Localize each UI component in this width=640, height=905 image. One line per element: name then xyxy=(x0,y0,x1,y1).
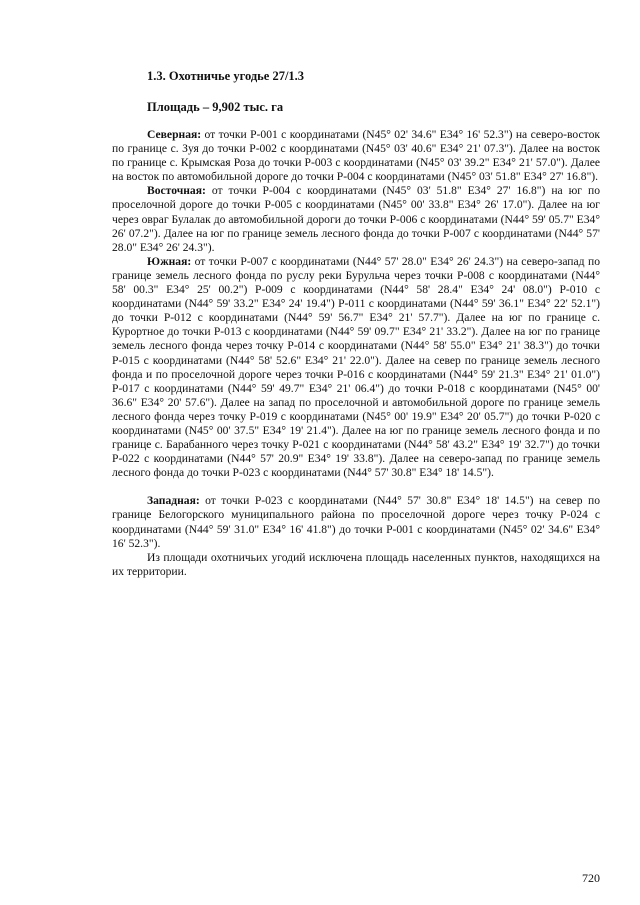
area-heading: Площадь – 9,902 тыс. га xyxy=(147,100,284,114)
north-boundary-label: Северная: xyxy=(147,128,202,141)
north-boundary-text: от точки Р-001 с координатами (N45° 02' 34.6" E34° 16' 52.3") на северо-восток по границе с. Зуя до точки Р-002 с координатами (N45° 03' 40.6" E34° 21' 07.3"). Далее на восток по границе с. Крымская Роза до точки Р-003 с координатами (N45° 03' 39.2" E34° 21' 57.0"). Далее на восток по автомобильной дороге до точки Р-004 с координатами (N45° 03' 51.8" E34° 27' 16.8"). xyxy=(112,128,600,184)
south-boundary-text: от точки Р-007 с координатами (N44° 57' 28.0" E34° 26' 24.3") на северо-запад по границе земель лесного фонда по руслу реки Бурульча через точки Р-008 с координатами (N44° 58' 00.3" E34° 25' 00.2") Р-009 с координатами (N44° 58' 28.4" E34° 24' 08.0") Р-010 с координатами (N44° 59' 33.2" E34° 24' 19.4") Р-011 с координатами (N44° 59' 36.1" E34° 22' 52.1") до точки Р-012 с координатами (N44° 59' 56.7" E34° 21' 57.7"). Далее на юг по границе с. Курортное до точки Р-013 с координатами (N44° 59' 09.7" E34° 21' 33.2"). Далее на юг по границе земель лесного фонда через точку Р-014 с координатами (N44° 58' 55.0" E34° 21' 38.3") до точки Р-015 с координатами (N44° 58' 52.6" E34° 21' 22.0"). Далее на север по границе земель лесного фонда и по проселочной дороге через точки Р-016 с координатами (N44° 59' 21.3" E34° 21' 01.0") Р-017 с координатами (N44° 59' 49.7" E34° 21' 06.4") до точки Р-018 с координатами (N45° 00' 36.6" E34° 20' 57.6"). Далее на запад по проселочной и автомобильной дороге по границе земель лесного фонда через точку Р-019 с координатами (N45° 00' 19.9" E34° 20' 05.7") до точки Р-020 с координатами (N45° 00' 37.5" E34° 19' 21.4"). Далее на юг по границе земель лесного фонда и по границе с. Барабанного через точку Р-021 с координатами (N44° 58' 43.2" E34° 19' 32.7") до точки Р-022 с координатами (N44° 57' 20.9" E34° 19' 33.8"). Далее на северо-запад по границе земель лесного фонда до точки Р-023 с координатами (N44° 57' 30.8" E34° 18' 14.5"). xyxy=(112,254,600,480)
boundary-description xyxy=(112,128,600,579)
paragraph-gap xyxy=(112,480,600,494)
west-boundary-label: Западная: xyxy=(147,494,200,508)
section-title: 1.3. Охотничье угодье 27/1.3 xyxy=(147,69,305,83)
page-number: 720 xyxy=(582,871,600,885)
east-boundary-paragraph xyxy=(112,184,600,254)
exclusion-note: Из площади охотничьих угодий исключена площадь населенных пунктов, находящихся на их территории. xyxy=(112,550,600,578)
south-boundary-paragraph xyxy=(112,255,600,481)
south-boundary-label: Южная: xyxy=(147,254,192,268)
east-boundary-text: от точки Р-004 с координатами (N45° 03' 51.8" E34° 27' 16.8") на юг по проселочной дороге до точки Р-005 с координатами (N45° 00' 33.8" E34° 26' 17.0"). Далее на юг через овраг Булалак до автомобильной дороги до точки Р-006 с координатами (N44° 59' 05.7" E34° 26' 07.2"). Далее на юг по границе земель лесного фонда до точки Р-007 с координатами (N44° 57' 28.0" E34° 26' 24.3"). xyxy=(112,184,600,254)
west-boundary-paragraph xyxy=(112,494,600,550)
west-boundary-text: от точки Р-023 с координатами (N44° 57' 30.8" E34° 18' 14.5") на север по границе Белогорского муниципального района по проселочной дороге через точку Р-024 с координатами (N44° 59' 31.0" E34° 16' 41.8") до точки Р-001 с координатами (N45° 02' 34.6" E34° 16' 52.3"). xyxy=(112,494,600,550)
north-boundary-paragraph xyxy=(112,128,600,184)
east-boundary-label: Восточная: xyxy=(147,184,206,198)
